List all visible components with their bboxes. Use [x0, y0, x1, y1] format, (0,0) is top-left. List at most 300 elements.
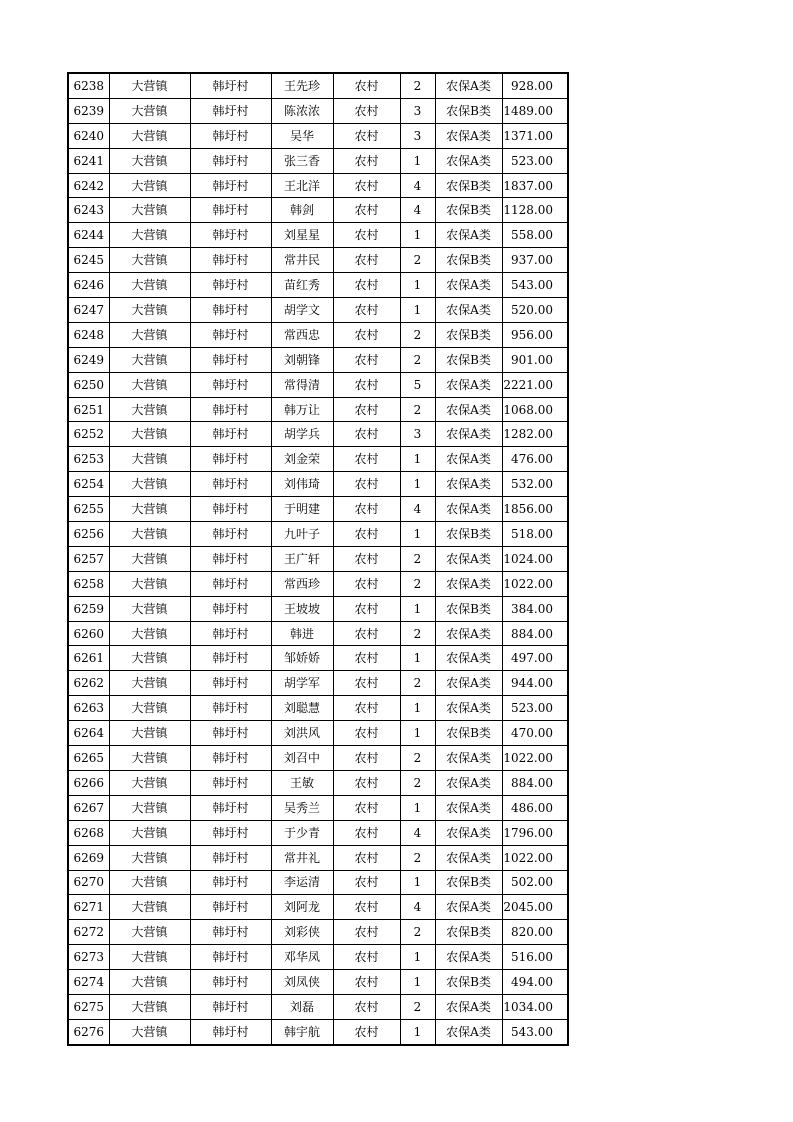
household-size-cell: 1 — [400, 223, 435, 248]
record-number-cell: 6239 — [68, 98, 109, 123]
amount-cell: 486.00 — [502, 795, 568, 820]
area-type-cell: 农村 — [333, 870, 400, 895]
amount-cell: 1837.00 — [502, 173, 568, 198]
insurance-class-cell: 农保A类 — [435, 372, 502, 397]
amount-cell: 384.00 — [502, 596, 568, 621]
village-cell: 韩圩村 — [190, 73, 271, 98]
name-cell: 刘金荣 — [271, 447, 333, 472]
name-cell: 刘聪慧 — [271, 696, 333, 721]
area-type-cell: 农村 — [333, 447, 400, 472]
record-number-cell: 6258 — [68, 571, 109, 596]
town-cell: 大营镇 — [109, 770, 190, 795]
record-number-cell: 6257 — [68, 546, 109, 571]
area-type-cell: 农村 — [333, 397, 400, 422]
name-cell: 刘星星 — [271, 223, 333, 248]
table-row — [68, 98, 568, 123]
table-row — [68, 571, 568, 596]
record-number-cell: 6263 — [68, 696, 109, 721]
town-cell: 大营镇 — [109, 994, 190, 1019]
table-row — [68, 746, 568, 771]
name-cell: 刘召中 — [271, 746, 333, 771]
name-cell: 刘洪风 — [271, 721, 333, 746]
amount-cell: 1856.00 — [502, 497, 568, 522]
table-row — [68, 347, 568, 372]
area-type-cell: 农村 — [333, 73, 400, 98]
name-cell: 王先珍 — [271, 73, 333, 98]
table-row — [68, 845, 568, 870]
record-number-cell: 6255 — [68, 497, 109, 522]
village-cell: 韩圩村 — [190, 546, 271, 571]
town-cell: 大营镇 — [109, 472, 190, 497]
amount-cell: 884.00 — [502, 770, 568, 795]
insurance-class-cell: 农保B类 — [435, 970, 502, 995]
town-cell: 大营镇 — [109, 845, 190, 870]
area-type-cell: 农村 — [333, 721, 400, 746]
town-cell: 大营镇 — [109, 571, 190, 596]
name-cell: 刘磊 — [271, 994, 333, 1019]
town-cell: 大营镇 — [109, 447, 190, 472]
record-number-cell: 6261 — [68, 646, 109, 671]
household-size-cell: 1 — [400, 522, 435, 547]
amount-cell: 2045.00 — [502, 895, 568, 920]
town-cell: 大营镇 — [109, 970, 190, 995]
household-size-cell: 2 — [400, 770, 435, 795]
name-cell: 刘朝锋 — [271, 347, 333, 372]
area-type-cell: 农村 — [333, 696, 400, 721]
town-cell: 大营镇 — [109, 671, 190, 696]
village-cell: 韩圩村 — [190, 298, 271, 323]
amount-cell: 944.00 — [502, 671, 568, 696]
name-cell: 王坡坡 — [271, 596, 333, 621]
town-cell: 大营镇 — [109, 870, 190, 895]
record-number-cell: 6245 — [68, 248, 109, 273]
name-cell: 吴秀兰 — [271, 795, 333, 820]
table-row — [68, 596, 568, 621]
town-cell: 大营镇 — [109, 148, 190, 173]
record-number-cell: 6244 — [68, 223, 109, 248]
table-row — [68, 372, 568, 397]
amount-cell: 520.00 — [502, 298, 568, 323]
town-cell: 大营镇 — [109, 73, 190, 98]
record-number-cell: 6248 — [68, 322, 109, 347]
area-type-cell: 农村 — [333, 621, 400, 646]
name-cell: 韩宇航 — [271, 1019, 333, 1044]
household-size-cell: 1 — [400, 870, 435, 895]
village-cell: 韩圩村 — [190, 596, 271, 621]
name-cell: 九叶子 — [271, 522, 333, 547]
amount-cell: 1022.00 — [502, 845, 568, 870]
village-cell: 韩圩村 — [190, 994, 271, 1019]
village-cell: 韩圩村 — [190, 646, 271, 671]
name-cell: 陈浓浓 — [271, 98, 333, 123]
name-cell: 邹娇娇 — [271, 646, 333, 671]
area-type-cell: 农村 — [333, 372, 400, 397]
record-number-cell: 6246 — [68, 273, 109, 298]
name-cell: 苗红秀 — [271, 273, 333, 298]
village-cell: 韩圩村 — [190, 920, 271, 945]
amount-cell: 1034.00 — [502, 994, 568, 1019]
household-size-cell: 2 — [400, 322, 435, 347]
table-body — [68, 73, 568, 1045]
insurance-class-cell: 农保B类 — [435, 347, 502, 372]
village-cell: 韩圩村 — [190, 198, 271, 223]
table-row — [68, 820, 568, 845]
insurance-class-cell: 农保A类 — [435, 895, 502, 920]
insurance-class-cell: 农保A类 — [435, 397, 502, 422]
record-number-cell: 6243 — [68, 198, 109, 223]
area-type-cell: 农村 — [333, 522, 400, 547]
household-size-cell: 4 — [400, 820, 435, 845]
table-row — [68, 273, 568, 298]
household-size-cell: 2 — [400, 671, 435, 696]
area-type-cell: 农村 — [333, 795, 400, 820]
record-number-cell: 6259 — [68, 596, 109, 621]
insurance-class-cell: 农保A类 — [435, 148, 502, 173]
name-cell: 王广轩 — [271, 546, 333, 571]
amount-cell: 1489.00 — [502, 98, 568, 123]
amount-cell: 1128.00 — [502, 198, 568, 223]
table-row — [68, 497, 568, 522]
table-row — [68, 646, 568, 671]
household-size-cell: 2 — [400, 621, 435, 646]
table-row — [68, 795, 568, 820]
village-cell: 韩圩村 — [190, 472, 271, 497]
table-row — [68, 994, 568, 1019]
name-cell: 王敏 — [271, 770, 333, 795]
household-size-cell: 2 — [400, 248, 435, 273]
amount-cell: 928.00 — [502, 73, 568, 98]
town-cell: 大营镇 — [109, 397, 190, 422]
record-number-cell: 6266 — [68, 770, 109, 795]
table-row — [68, 173, 568, 198]
insurance-class-cell: 农保B类 — [435, 522, 502, 547]
area-type-cell: 农村 — [333, 646, 400, 671]
table-row — [68, 447, 568, 472]
village-cell: 韩圩村 — [190, 123, 271, 148]
insurance-class-cell: 农保A类 — [435, 123, 502, 148]
record-number-cell: 6269 — [68, 845, 109, 870]
household-size-cell: 3 — [400, 98, 435, 123]
insurance-class-cell: 农保A类 — [435, 646, 502, 671]
amount-cell: 1022.00 — [502, 746, 568, 771]
area-type-cell: 农村 — [333, 248, 400, 273]
village-cell: 韩圩村 — [190, 870, 271, 895]
amount-cell: 1282.00 — [502, 422, 568, 447]
amount-cell: 518.00 — [502, 522, 568, 547]
insurance-class-cell: 农保B类 — [435, 920, 502, 945]
name-cell: 韩进 — [271, 621, 333, 646]
household-size-cell: 2 — [400, 347, 435, 372]
village-cell: 韩圩村 — [190, 522, 271, 547]
household-size-cell: 1 — [400, 472, 435, 497]
village-cell: 韩圩村 — [190, 1019, 271, 1044]
amount-cell: 1068.00 — [502, 397, 568, 422]
town-cell: 大营镇 — [109, 920, 190, 945]
insurance-class-cell: 农保B类 — [435, 98, 502, 123]
table-row — [68, 970, 568, 995]
household-size-cell: 3 — [400, 422, 435, 447]
area-type-cell: 农村 — [333, 1019, 400, 1044]
town-cell: 大营镇 — [109, 497, 190, 522]
village-cell: 韩圩村 — [190, 372, 271, 397]
area-type-cell: 农村 — [333, 770, 400, 795]
town-cell: 大营镇 — [109, 347, 190, 372]
table-row — [68, 895, 568, 920]
village-cell: 韩圩村 — [190, 322, 271, 347]
town-cell: 大营镇 — [109, 98, 190, 123]
table-row — [68, 148, 568, 173]
town-cell: 大营镇 — [109, 173, 190, 198]
name-cell: 韩万让 — [271, 397, 333, 422]
insurance-class-cell: 农保A类 — [435, 621, 502, 646]
table-row — [68, 671, 568, 696]
record-number-cell: 6275 — [68, 994, 109, 1019]
household-size-cell: 2 — [400, 994, 435, 1019]
record-number-cell: 6252 — [68, 422, 109, 447]
table-row — [68, 472, 568, 497]
name-cell: 刘阿龙 — [271, 895, 333, 920]
amount-cell: 1024.00 — [502, 546, 568, 571]
household-size-cell: 1 — [400, 148, 435, 173]
record-number-cell: 6238 — [68, 73, 109, 98]
insurance-class-cell: 农保A类 — [435, 571, 502, 596]
insurance-class-cell: 农保A类 — [435, 223, 502, 248]
town-cell: 大营镇 — [109, 1019, 190, 1044]
town-cell: 大营镇 — [109, 546, 190, 571]
table-row — [68, 546, 568, 571]
area-type-cell: 农村 — [333, 98, 400, 123]
amount-cell: 523.00 — [502, 696, 568, 721]
household-size-cell: 1 — [400, 795, 435, 820]
area-type-cell: 农村 — [333, 173, 400, 198]
table-row — [68, 945, 568, 970]
household-size-cell: 1 — [400, 596, 435, 621]
insurance-class-cell: 农保B类 — [435, 198, 502, 223]
record-number-cell: 6260 — [68, 621, 109, 646]
area-type-cell: 农村 — [333, 895, 400, 920]
area-type-cell: 农村 — [333, 273, 400, 298]
town-cell: 大营镇 — [109, 123, 190, 148]
town-cell: 大营镇 — [109, 273, 190, 298]
table-row — [68, 73, 568, 98]
town-cell: 大营镇 — [109, 646, 190, 671]
amount-cell: 1796.00 — [502, 820, 568, 845]
village-cell: 韩圩村 — [190, 98, 271, 123]
village-cell: 韩圩村 — [190, 273, 271, 298]
insurance-class-cell: 农保A类 — [435, 671, 502, 696]
amount-cell: 884.00 — [502, 621, 568, 646]
insurance-class-cell: 农保B类 — [435, 721, 502, 746]
insurance-class-cell: 农保B类 — [435, 248, 502, 273]
town-cell: 大营镇 — [109, 945, 190, 970]
record-number-cell: 6256 — [68, 522, 109, 547]
record-number-cell: 6251 — [68, 397, 109, 422]
area-type-cell: 农村 — [333, 845, 400, 870]
record-number-cell: 6276 — [68, 1019, 109, 1044]
area-type-cell: 农村 — [333, 497, 400, 522]
record-number-cell: 6254 — [68, 472, 109, 497]
household-size-cell: 2 — [400, 571, 435, 596]
insurance-class-cell: 农保A类 — [435, 845, 502, 870]
village-cell: 韩圩村 — [190, 397, 271, 422]
area-type-cell: 农村 — [333, 994, 400, 1019]
town-cell: 大营镇 — [109, 372, 190, 397]
amount-cell: 497.00 — [502, 646, 568, 671]
insurance-class-cell: 农保A类 — [435, 273, 502, 298]
village-cell: 韩圩村 — [190, 746, 271, 771]
area-type-cell: 农村 — [333, 422, 400, 447]
village-cell: 韩圩村 — [190, 497, 271, 522]
name-cell: 常井礼 — [271, 845, 333, 870]
name-cell: 常得清 — [271, 372, 333, 397]
town-cell: 大营镇 — [109, 223, 190, 248]
insurance-class-cell: 农保B类 — [435, 322, 502, 347]
area-type-cell: 农村 — [333, 746, 400, 771]
table-row — [68, 248, 568, 273]
town-cell: 大营镇 — [109, 696, 190, 721]
insurance-class-cell: 农保A类 — [435, 1019, 502, 1044]
village-cell: 韩圩村 — [190, 223, 271, 248]
name-cell: 邓华凤 — [271, 945, 333, 970]
name-cell: 于少青 — [271, 820, 333, 845]
amount-cell: 1022.00 — [502, 571, 568, 596]
area-type-cell: 农村 — [333, 148, 400, 173]
name-cell: 张三香 — [271, 148, 333, 173]
benefit-table — [67, 72, 569, 1046]
table-row — [68, 721, 568, 746]
amount-cell: 494.00 — [502, 970, 568, 995]
village-cell: 韩圩村 — [190, 621, 271, 646]
name-cell: 刘凤侠 — [271, 970, 333, 995]
record-number-cell: 6270 — [68, 870, 109, 895]
village-cell: 韩圩村 — [190, 347, 271, 372]
insurance-class-cell: 农保A类 — [435, 447, 502, 472]
village-cell: 韩圩村 — [190, 173, 271, 198]
area-type-cell: 农村 — [333, 322, 400, 347]
village-cell: 韩圩村 — [190, 248, 271, 273]
insurance-class-cell: 农保A类 — [435, 746, 502, 771]
record-number-cell: 6253 — [68, 447, 109, 472]
village-cell: 韩圩村 — [190, 422, 271, 447]
area-type-cell: 农村 — [333, 198, 400, 223]
insurance-class-cell: 农保A类 — [435, 770, 502, 795]
area-type-cell: 农村 — [333, 546, 400, 571]
amount-cell: 543.00 — [502, 273, 568, 298]
record-number-cell: 6274 — [68, 970, 109, 995]
town-cell: 大营镇 — [109, 322, 190, 347]
town-cell: 大营镇 — [109, 298, 190, 323]
insurance-class-cell: 农保A类 — [435, 795, 502, 820]
area-type-cell: 农村 — [333, 298, 400, 323]
household-size-cell: 2 — [400, 546, 435, 571]
household-size-cell: 3 — [400, 123, 435, 148]
household-size-cell: 1 — [400, 447, 435, 472]
insurance-class-cell: 农保A类 — [435, 546, 502, 571]
insurance-class-cell: 农保A类 — [435, 497, 502, 522]
village-cell: 韩圩村 — [190, 148, 271, 173]
insurance-class-cell: 农保A类 — [435, 472, 502, 497]
town-cell: 大营镇 — [109, 895, 190, 920]
record-number-cell: 6250 — [68, 372, 109, 397]
village-cell: 韩圩村 — [190, 970, 271, 995]
village-cell: 韩圩村 — [190, 571, 271, 596]
table-row — [68, 870, 568, 895]
insurance-class-cell: 农保B类 — [435, 870, 502, 895]
name-cell: 常西忠 — [271, 322, 333, 347]
name-cell: 王北洋 — [271, 173, 333, 198]
record-number-cell: 6249 — [68, 347, 109, 372]
name-cell: 刘彩侠 — [271, 920, 333, 945]
amount-cell: 2221.00 — [502, 372, 568, 397]
table-row — [68, 322, 568, 347]
household-size-cell: 1 — [400, 298, 435, 323]
household-size-cell: 2 — [400, 73, 435, 98]
record-number-cell: 6247 — [68, 298, 109, 323]
insurance-class-cell: 农保A类 — [435, 422, 502, 447]
household-size-cell: 1 — [400, 646, 435, 671]
record-number-cell: 6241 — [68, 148, 109, 173]
household-size-cell: 1 — [400, 273, 435, 298]
table-row — [68, 770, 568, 795]
name-cell: 胡学兵 — [271, 422, 333, 447]
name-cell: 李运清 — [271, 870, 333, 895]
village-cell: 韩圩村 — [190, 845, 271, 870]
table-row — [68, 920, 568, 945]
table-row — [68, 123, 568, 148]
table-row — [68, 198, 568, 223]
insurance-class-cell: 农保A类 — [435, 73, 502, 98]
household-size-cell: 2 — [400, 920, 435, 945]
town-cell: 大营镇 — [109, 820, 190, 845]
record-number-cell: 6265 — [68, 746, 109, 771]
name-cell: 于明建 — [271, 497, 333, 522]
village-cell: 韩圩村 — [190, 696, 271, 721]
town-cell: 大营镇 — [109, 248, 190, 273]
record-number-cell: 6267 — [68, 795, 109, 820]
area-type-cell: 农村 — [333, 945, 400, 970]
area-type-cell: 农村 — [333, 820, 400, 845]
village-cell: 韩圩村 — [190, 820, 271, 845]
insurance-class-cell: 农保A类 — [435, 696, 502, 721]
village-cell: 韩圩村 — [190, 895, 271, 920]
village-cell: 韩圩村 — [190, 671, 271, 696]
insurance-class-cell: 农保A类 — [435, 945, 502, 970]
area-type-cell: 农村 — [333, 596, 400, 621]
amount-cell: 956.00 — [502, 322, 568, 347]
record-number-cell: 6272 — [68, 920, 109, 945]
insurance-class-cell: 农保A类 — [435, 298, 502, 323]
village-cell: 韩圩村 — [190, 770, 271, 795]
household-size-cell: 2 — [400, 845, 435, 870]
insurance-class-cell: 农保A类 — [435, 994, 502, 1019]
name-cell: 韩剑 — [271, 198, 333, 223]
area-type-cell: 农村 — [333, 671, 400, 696]
household-size-cell: 4 — [400, 497, 435, 522]
name-cell: 刘伟琦 — [271, 472, 333, 497]
amount-cell: 476.00 — [502, 447, 568, 472]
village-cell: 韩圩村 — [190, 945, 271, 970]
name-cell: 常井民 — [271, 248, 333, 273]
record-number-cell: 6264 — [68, 721, 109, 746]
record-number-cell: 6268 — [68, 820, 109, 845]
area-type-cell: 农村 — [333, 123, 400, 148]
amount-cell: 516.00 — [502, 945, 568, 970]
household-size-cell: 2 — [400, 397, 435, 422]
household-size-cell: 2 — [400, 746, 435, 771]
record-number-cell: 6262 — [68, 671, 109, 696]
area-type-cell: 农村 — [333, 571, 400, 596]
area-type-cell: 农村 — [333, 920, 400, 945]
